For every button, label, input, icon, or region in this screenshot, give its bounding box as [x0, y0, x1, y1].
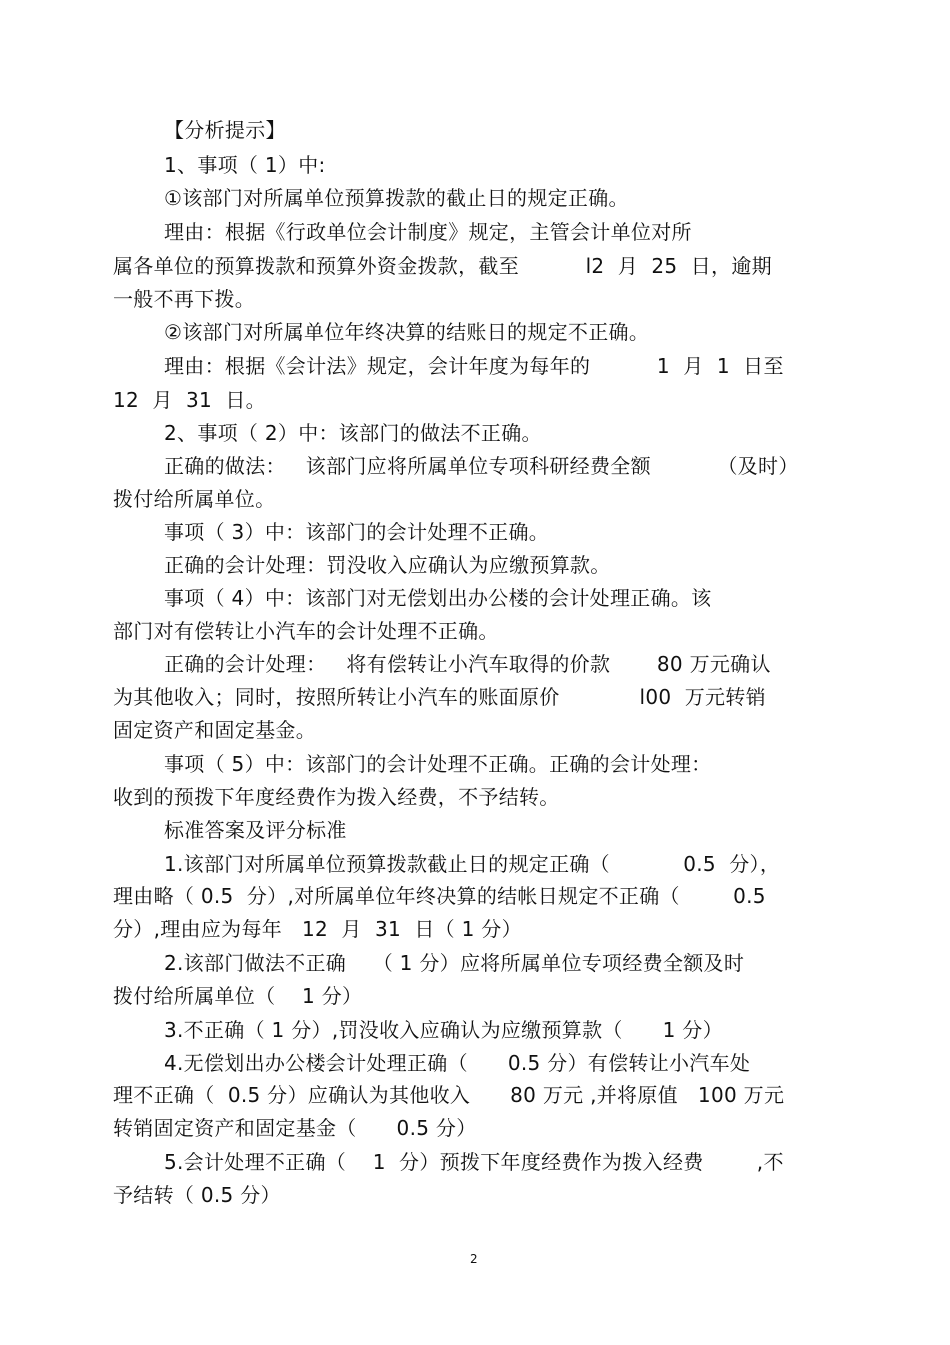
paragraph-line: 正确的会计处理：罚没收入应确认为应缴预算款。	[164, 553, 611, 577]
paragraph-line: ②该部门对所属单位年终决算的结账日的规定不正确。	[164, 320, 650, 344]
section-heading: 标准答案及评分标准	[164, 818, 347, 842]
section-heading: 【分析提示】	[164, 118, 286, 142]
paragraph-line: 转销固定资产和固定基金（ 0.5 分）	[113, 1116, 477, 1140]
paragraph-line: 事项（ 4）中：该部门对无偿划出办公楼的会计处理正确。该	[164, 586, 712, 610]
paragraph-line: 1.该部门对所属单位预算拨款截止日的规定正确（ 0.5 分），	[164, 852, 781, 876]
paragraph-line: ①该部门对所属单位预算拨款的截止日的规定正确。	[164, 186, 629, 210]
paragraph-line: 2.该部门做法不正确 （ 1 分）应将所属单位专项经费全额及时	[164, 951, 745, 975]
paragraph-line: 事项（ 3）中：该部门的会计处理不正确。	[164, 520, 550, 544]
paragraph-line: 理由：根据《会计法》规定，会计年度为每年的 1 月 1 日至	[164, 354, 784, 378]
paragraph-line: 拨付给所属单位。	[113, 487, 276, 511]
paragraph-line: 部门对有偿转让小汽车的会计处理不正确。	[113, 619, 499, 643]
paragraph-line: 1、事项（ 1）中:	[164, 153, 326, 177]
paragraph-line: 正确的做法： 该部门应将所属单位专项科研经费全额 （及时）	[164, 454, 799, 478]
paragraph-line: 分）,理由应为每年 12 月 31 日（ 1 分）	[113, 917, 522, 941]
paragraph-line: 2、事项（ 2）中：该部门的做法不正确。	[164, 421, 542, 445]
paragraph-line: 收到的预拨下年度经费作为拨入经费，不予结转。	[113, 785, 560, 809]
paragraph-line: 正确的会计处理： 将有偿转让小汽车取得的价款 80 万元确认	[164, 652, 771, 676]
paragraph-line: 一般不再下拨。	[113, 287, 256, 311]
paragraph-line: 12 月 31 日。	[113, 388, 266, 412]
paragraph-line: 理由：根据《行政单位会计制度》规定，主管会计单位对所	[164, 220, 692, 244]
paragraph-line: 固定资产和固定基金。	[113, 718, 316, 742]
paragraph-line: 予结转（ 0.5 分）	[113, 1183, 281, 1207]
page-number: 2	[470, 1252, 478, 1266]
paragraph-line: 为其他收入；同时，按照所转让小汽车的账面原价 l00 万元转销	[113, 685, 766, 709]
paragraph-line: 理不正确（ 0.5 分）应确认为其他收入 80 万元 ,并将原值 100 万元	[113, 1083, 785, 1107]
paragraph-line: 拨付给所属单位（ 1 分）	[113, 984, 363, 1008]
paragraph-line: 3.不正确（ 1 分）,罚没收入应确认为应缴预算款（ 1 分）	[164, 1018, 723, 1042]
paragraph-line: 4.无偿划出办公楼会计处理正确（ 0.5 分）有偿转让小汽车处	[164, 1051, 751, 1075]
paragraph-line: 5.会计处理不正确（ 1 分）预拨下年度经费作为拨入经费 ,不	[164, 1150, 784, 1174]
paragraph-line: 属各单位的预算拨款和预算外资金拨款，截至 l2 月 25 日，逾期	[113, 254, 772, 278]
paragraph-line: 理由略（ 0.5 分）,对所属单位年终决算的结帐日规定不正确（ 0.5	[113, 884, 766, 908]
paragraph-line: 事项（ 5）中：该部门的会计处理不正确。正确的会计处理：	[164, 752, 712, 776]
